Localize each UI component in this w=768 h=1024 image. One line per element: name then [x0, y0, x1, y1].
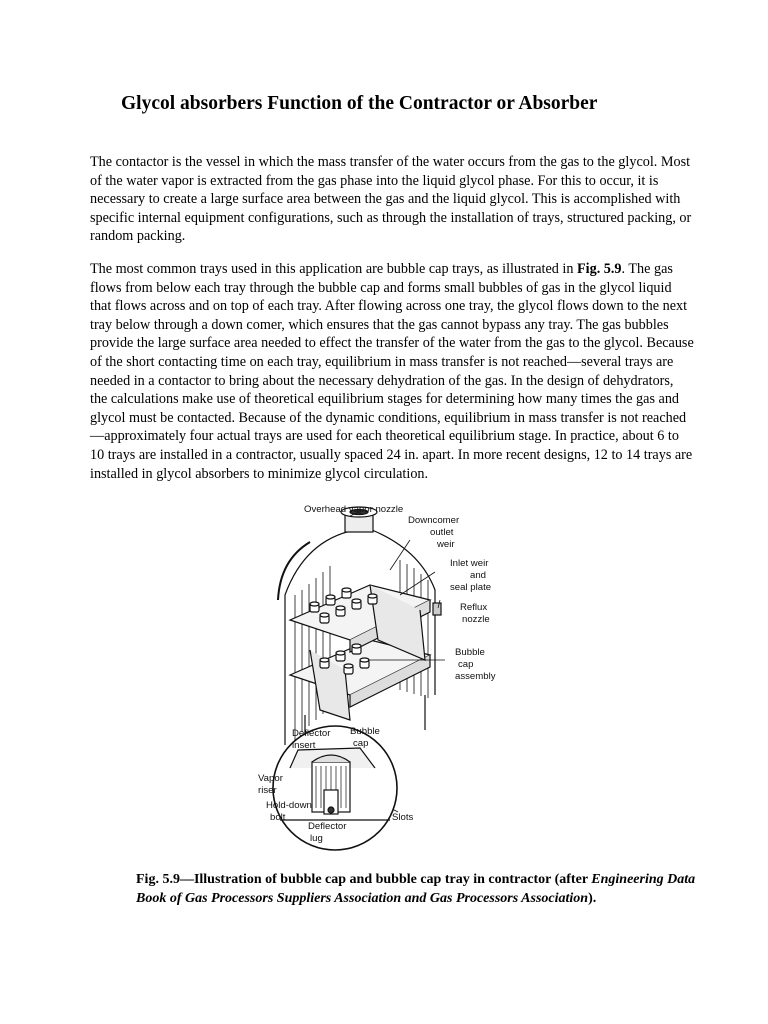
label-deflector-insert-1: Deflector [292, 728, 331, 739]
label-vapor-riser-2: riser [258, 785, 277, 796]
label-downcomer: Downcomer [408, 515, 460, 526]
label-bubble-cap-assembly-3: assembly [455, 671, 496, 682]
caption-source: Engineering Data Book of Gas Processors Suppliers Association and Gas Processors Association [136, 872, 696, 906]
label-bubble-cap-2: cap [353, 738, 369, 749]
label-vapor-riser-1: Vapor [258, 773, 283, 784]
label-deflector-lug-2: lug [310, 833, 323, 844]
label-reflux: Reflux [460, 602, 488, 613]
paragraph-text-pre: The most common trays used in this application are bubble cap trays, as illustrated in [90, 261, 577, 277]
caption-end: ). [588, 890, 597, 906]
label-reflux-nozzle: nozzle [462, 614, 490, 625]
label-downcomer-outlet: outlet [430, 527, 454, 538]
label-downcomer-weir: weir [437, 539, 455, 550]
label-inlet-and: and [470, 570, 487, 581]
label-overhead-vapor-nozzle: Overhead vapor nozzle [304, 504, 404, 515]
label-deflector-lug-1: Deflector [308, 821, 347, 832]
figure-caption [136, 871, 696, 908]
page-title: Glycol absorbers Function of the Contractor or Absorber [121, 93, 598, 114]
label-hold-down-bolt-1: Hold-down [266, 800, 312, 811]
figure-reference: Fig. 5.9 [577, 261, 622, 277]
label-bubble-cap-assembly-2: cap [458, 659, 474, 670]
label-deflector-insert-2: insert [292, 740, 316, 751]
caption-text: Fig. 5.9—Illustration of bubble cap and bubble cap tray in contractor (after [136, 872, 592, 887]
label-hold-down-bolt-2: bolt [270, 812, 286, 823]
paragraph-contactor: The contactor is the vessel in which the mass transfer of the water occurs from the gas to the glycol. Most of the water vapor is extracted from the gas phase into the liquid glycol phase. For this to occur, it is necessary to create a large surface area between the gas and the liquid glycol. This is accomplished with specific internal equipment configurations, such as through the installation of trays, structured packing, or random packing. [90, 154, 692, 245]
bubble-cap-tray-figure [250, 500, 510, 852]
label-slots: Slots [392, 812, 414, 823]
label-seal-plate: seal plate [450, 582, 492, 593]
label-inlet-weir: Inlet weir [450, 558, 489, 569]
label-bubble-cap-1: Bubble [350, 726, 380, 737]
paragraph-text-post: . The gas flows from below each tray through the bubble cap and forms small bubbles of gas in the glycol liquid that flows across and on top of each tray. After flowing across one tray, the glycol flows down to the next tray below through a down comer, which ensures that the gas cannot bypass any tray. The gas bubbles provide the large surface area needed to effect the transfer of the water from the gas to the glycol. Because of the short contacting time on each tray, equilibrium in mass transfer is not reached—several trays are needed in a contactor to bring about the necessary dehydration of the gas. In the design of dehydrators, the calculations make use of theoretical equilibrium stages for determining how many times the gas and glycol must be contacted. Because of the dynamic conditions, equilibrium in mass transfer is not reached—approximately four actual trays are used for each theoretical equilibrium stage. In practice, about 6 to 10 trays are installed in a contractor, usually spaced 24 in. apart. In more recent designs, 12 to 14 trays are installed in glycol absorbers to minimize glycol circulation. [90, 261, 694, 482]
paragraph-bubble-cap-trays [90, 260, 694, 483]
label-bubble-cap-assembly-1: Bubble [455, 647, 485, 658]
